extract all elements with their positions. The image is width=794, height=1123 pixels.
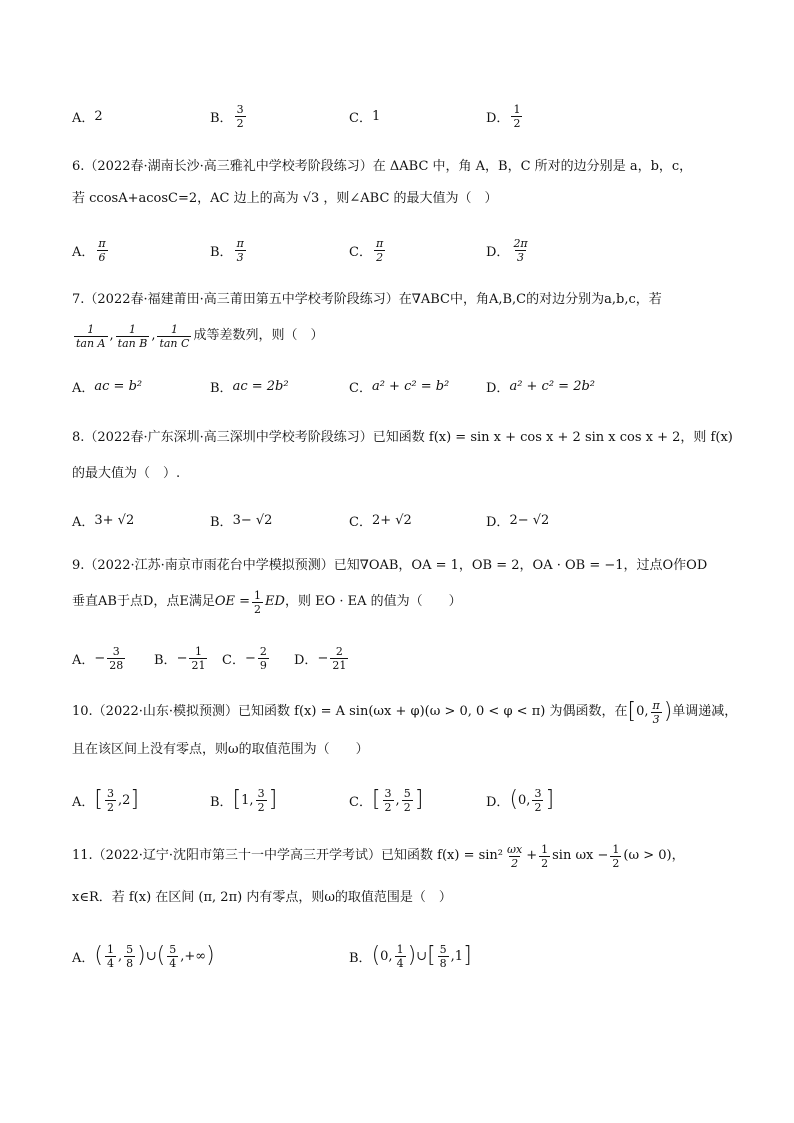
fraction: $\frac{3}{2}$ — [534, 786, 542, 814]
option-letter: A． — [72, 794, 95, 810]
vector-ed: ED — [265, 594, 285, 609]
option-letter: B． — [210, 514, 233, 530]
option-b: B． [ 1, $\frac{3}{2}$ ] — [210, 786, 278, 814]
option-letter: B． — [210, 380, 233, 396]
fraction: $\frac{\pi}{3}$ — [652, 698, 660, 726]
q9-stem-line1: 9.（2022·江苏·南京市雨花台中学模拟预测）已知∇OAB，OA = 1，OB = 2，OA · OB = −1，过点O作OD — [72, 558, 708, 573]
q7-stem-line1: 7.（2022春·福建莆田·高三莆田第五中学校考阶段练习）在∇ABC中，角A,B,C的对边分别为a,b,c，若 — [72, 292, 662, 307]
option-b — [210, 500, 272, 540]
option-letter: A． — [72, 652, 95, 668]
option-a: A． [ $\frac{3}{2}$ ,2 ] — [72, 786, 139, 814]
fraction: $\frac{5}{4}$ — [169, 942, 177, 970]
option-letter: B． — [154, 652, 177, 668]
fraction: $\frac{5}{2}$ — [403, 786, 411, 814]
stem-text: 10.（2022·山东·模拟预测）已知函数 f(x) = A sin(ωx + φ)(ω > 0, 0 < φ < π) 为偶函数，在 — [72, 704, 628, 719]
q10-options — [72, 780, 732, 820]
option-a — [72, 96, 103, 136]
option-d: D． ( 0, $\frac{3}{2}$ ] — [486, 786, 555, 814]
q10-stem-line2: 且在该区间上没有零点，则ω的取值范围为（ ） — [72, 742, 369, 757]
option-letter: A． — [72, 514, 95, 530]
option-value: 2 — [94, 108, 103, 124]
option-c — [349, 366, 449, 406]
stem-text: ，则 EO · EA 的值为（ ） — [284, 594, 462, 609]
q8-stem-line1: 8.（2022春·广东深圳·高三深圳中学校考阶段练习）已知函数 f(x) = sin x + cos x + 2 sin x cos x + 2，则 f(x) — [72, 430, 733, 445]
fraction: $\frac{3}{28}$ — [109, 644, 124, 672]
option-letter: C． — [349, 380, 372, 396]
stem-text: 成等差数列，则（ ） — [193, 328, 324, 343]
fraction: $\frac{\pi}{6}$ — [98, 236, 106, 264]
option-value: a² + c² = 2b² — [509, 378, 596, 394]
q6-stem-line2: 若 ccosA+acosC=2，AC 边上的高为 √3 ，则∠ABC 的最大值为（ ） — [72, 191, 498, 206]
fraction: $\frac{\pi}{2}$ — [375, 236, 384, 264]
option-letter: C． — [349, 244, 372, 260]
fraction: $\frac{1}{4}$ — [106, 942, 114, 970]
fraction: $\frac{1}{21}$ — [191, 644, 206, 672]
option-d — [486, 230, 532, 270]
option-letter: B． — [210, 794, 233, 810]
stem-text: 11.（2022·辽宁·沈阳市第三十一中学高三开学考试）已知函数 f(x) = sin² — [72, 848, 504, 863]
fraction: $\frac{1}{\text{tan A}}$ — [76, 322, 106, 350]
option-letter: C． — [222, 652, 245, 668]
fraction: $\frac{1}{2}$ — [513, 102, 521, 130]
option-a: A． − $\frac{3}{28}$ — [72, 644, 124, 672]
option-value: ac = 2b² — [232, 378, 289, 394]
q11-stem-line1: 11.（2022·辽宁·沈阳市第三十一中学高三开学考试）已知函数 f(x) = sin² $\frac{\omega x}{2}$ + $\frac{1}{2}$ sin ωx − $\frac{1}{2}$ (ω > 0)， — [72, 842, 685, 870]
q8-options — [72, 500, 732, 540]
option-value: 2+ √2 — [371, 512, 412, 528]
fraction: $\frac{1}{4}$ — [396, 942, 404, 970]
fraction: $\frac{1}{2}$ — [612, 842, 620, 870]
option-a — [72, 366, 142, 406]
option-value: a² + c² = b² — [371, 378, 450, 394]
q11-stem-line2: x∈R．若 f(x) 在区间 (π, 2π) 内有零点，则ω的取值范围是（ ） — [72, 890, 452, 905]
q7-stem-line2: $\frac{1}{\text{tan A}}$ , $\frac{1}{\text{tan B}}$ , $\frac{1}{\text{tan C}}$ 成等差数列，则（ ） — [76, 322, 324, 350]
option-letter: A． — [72, 950, 95, 966]
option-a — [72, 500, 134, 540]
option-letter: B． — [210, 110, 233, 126]
option-letter: C． — [349, 514, 372, 530]
option-letter: C． — [349, 794, 372, 810]
option-letter: B． — [210, 244, 233, 260]
vector-oe: OE = — [214, 594, 251, 609]
option-letter: A． — [72, 110, 95, 126]
option-d: D． − $\frac{2}{21}$ — [294, 644, 347, 672]
option-d — [486, 500, 549, 540]
option-value: 3− √2 — [232, 512, 273, 528]
fraction: $\frac{2}{9}$ — [259, 644, 267, 672]
option-letter: A． — [72, 244, 95, 260]
option-d — [486, 366, 595, 406]
q5-options — [72, 96, 732, 136]
q7-options — [72, 366, 732, 406]
stem-text: 垂直AB于点D，点E满足 — [72, 594, 215, 609]
q6-options — [72, 230, 732, 270]
fraction: $\frac{\omega x}{2}$ — [507, 842, 523, 870]
stem-text: 单调递减， — [672, 704, 738, 719]
fraction: $\frac{1}{\text{tan C}}$ — [159, 322, 190, 350]
option-letter: A． — [72, 380, 95, 396]
option-b — [210, 96, 248, 136]
fraction: $\frac{1}{\text{tan B}}$ — [117, 322, 148, 350]
option-d — [486, 96, 524, 136]
option-c: C． [ $\frac{3}{2}$ , $\frac{5}{2}$ ] — [349, 786, 424, 814]
option-b: B． − $\frac{1}{21}$ — [154, 644, 206, 672]
q10-stem-line1: 10.（2022·山东·模拟预测）已知函数 f(x) = A sin(ωx + φ)(ω > 0, 0 < φ < π) 为偶函数，在 [ 0, $\frac{\pi}{3}$ ) 单调递减， — [72, 698, 738, 726]
option-c — [349, 230, 387, 270]
option-c — [349, 96, 380, 136]
q8-stem-line2: 的最大值为（ ）. — [72, 466, 181, 481]
q6-stem-line1: 6.（2022春·湖南长沙·高三雅礼中学校考阶段练习）在 ΔABC 中，角 A，B，C 所对的边分别是 a，b，c， — [72, 159, 693, 174]
fraction: $\frac{3}{2}$ — [384, 786, 392, 814]
q11-options — [72, 936, 732, 976]
option-value: 2− √2 — [509, 512, 550, 528]
option-value: 3+ √2 — [94, 512, 135, 528]
option-a — [72, 230, 110, 270]
option-c: C． − $\frac{2}{9}$ — [222, 644, 267, 672]
option-letter: C． — [349, 110, 372, 126]
q9-stem-line2 — [72, 584, 462, 620]
option-b: B． ( 0, $\frac{1}{4}$ ) ∪ [ $\frac{5}{8}$ ,1 ] — [349, 942, 472, 970]
option-letter: D． — [486, 110, 510, 126]
option-b — [210, 366, 289, 406]
fraction: $\frac{3}{2}$ — [236, 102, 244, 130]
option-letter: D． — [486, 244, 510, 260]
option-value: 1 — [371, 108, 381, 124]
option-letter: D． — [486, 514, 510, 530]
fraction: $\frac{2\pi}{3}$ — [513, 236, 528, 264]
fraction: $\frac{\pi}{3}$ — [236, 236, 244, 264]
q9-options — [72, 638, 732, 678]
option-letter: D． — [294, 652, 318, 668]
fraction: $\frac{2}{21}$ — [332, 644, 347, 672]
fraction: $\frac{1}{2}$ — [254, 588, 262, 616]
option-a: A． ( $\frac{1}{4}$ , $\frac{5}{8}$ ) ∪ ( $\frac{5}{4}$ ,+∞ ) — [72, 942, 215, 970]
option-c — [349, 500, 412, 540]
fraction: $\frac{3}{2}$ — [257, 786, 265, 814]
fraction: $\frac{5}{8}$ — [439, 942, 447, 970]
fraction: $\frac{1}{2}$ — [541, 842, 549, 870]
option-letter: B． — [349, 950, 372, 966]
option-value: ac = b² — [94, 378, 143, 394]
fraction: $\frac{3}{2}$ — [106, 786, 114, 814]
option-letter: D． — [486, 794, 510, 810]
option-letter: D． — [486, 380, 510, 396]
option-b — [210, 230, 248, 270]
fraction: $\frac{5}{8}$ — [126, 942, 134, 970]
